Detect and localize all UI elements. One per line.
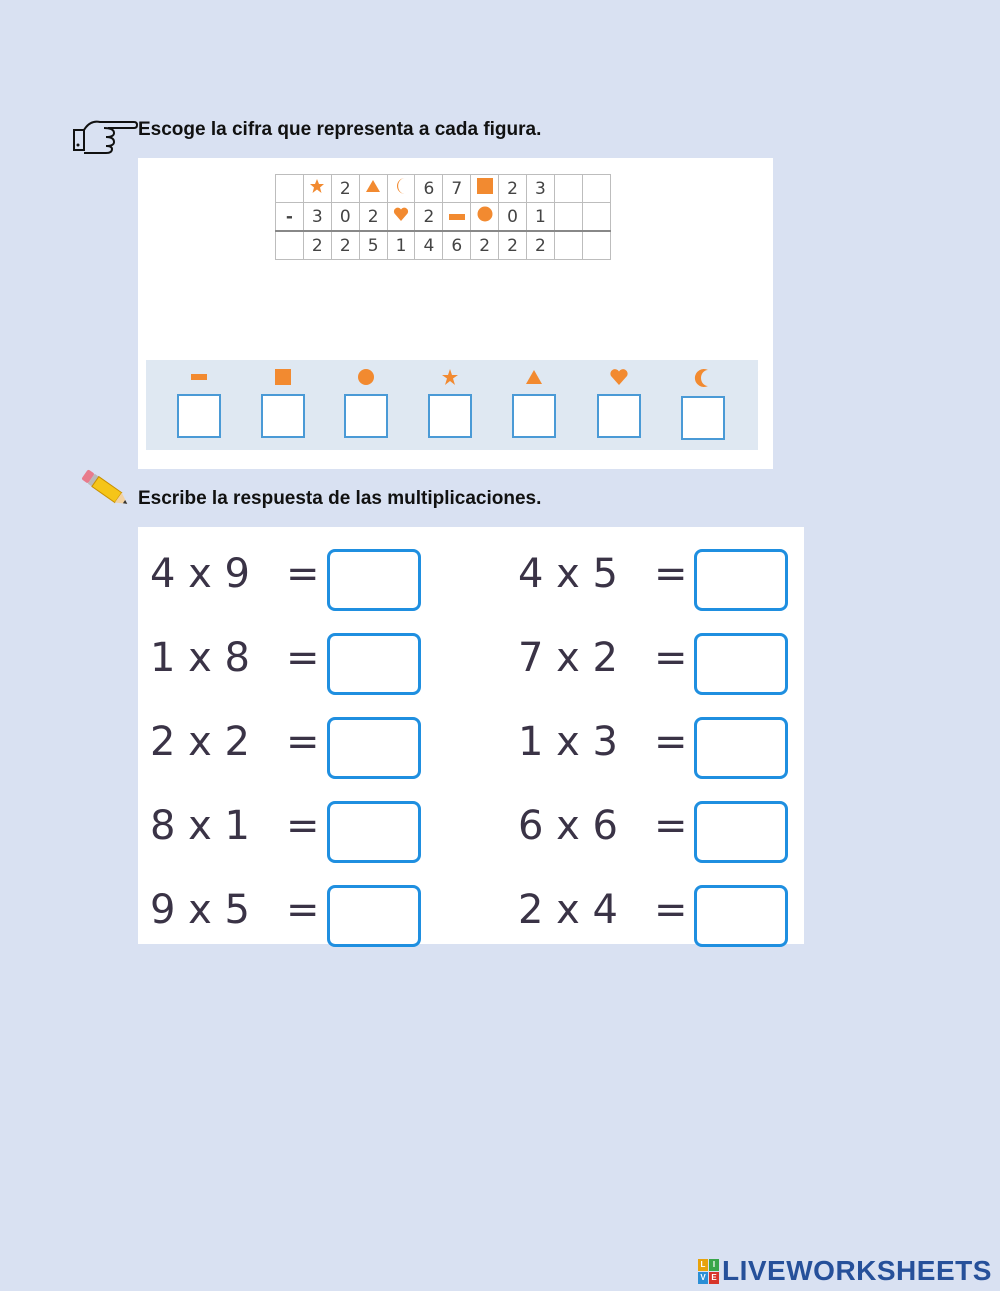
equals-sign: = <box>286 803 320 849</box>
answer-slot-triangle <box>510 368 558 438</box>
answer-box[interactable] <box>694 717 788 779</box>
logo-letter: I <box>709 1259 719 1271</box>
instruction-1: Escoge la cifra que representa a cada figura. <box>138 119 542 140</box>
answer-box[interactable] <box>694 885 788 947</box>
multiplication-panel <box>138 527 804 944</box>
equals-sign: = <box>654 719 688 765</box>
grid-cell: 7 <box>443 175 471 203</box>
equation-text: 9 x 5 <box>150 887 250 933</box>
answer-box[interactable] <box>327 633 421 695</box>
answer-slot-heart <box>595 368 643 438</box>
triangle-icon <box>524 368 544 386</box>
logo-blocks-icon <box>698 1259 719 1284</box>
equation-text: 2 x 2 <box>150 719 250 765</box>
grid-cell <box>276 231 304 260</box>
triangle-shape-cell <box>359 175 387 203</box>
grid-cell: 2 <box>499 175 527 203</box>
square-shape-cell <box>471 175 499 203</box>
liveworksheets-logo <box>698 1257 992 1285</box>
answer-box-triangle[interactable] <box>512 394 556 438</box>
answer-box[interactable] <box>327 717 421 779</box>
grid-cell: 2 <box>331 175 359 203</box>
answer-box-square[interactable] <box>261 394 305 438</box>
grid-cell <box>582 203 610 232</box>
answer-slot-circle <box>342 368 390 438</box>
minus-sign: - <box>276 203 304 232</box>
equation-text: 2 x 4 <box>518 887 618 933</box>
answer-box[interactable] <box>327 885 421 947</box>
grid-cell <box>554 231 582 260</box>
grid-cell: 2 <box>527 231 555 260</box>
cryptarithm-panel <box>138 158 773 469</box>
equals-sign: = <box>286 719 320 765</box>
circle-icon <box>356 368 376 386</box>
moon-icon <box>693 368 713 388</box>
grid-cell <box>554 203 582 232</box>
grid-row-result <box>276 231 611 260</box>
heart-icon <box>609 368 629 386</box>
star-icon <box>309 178 325 194</box>
grid-cell: 4 <box>415 231 443 260</box>
grid-cell: 5 <box>359 231 387 260</box>
grid-cell: 1 <box>387 231 415 260</box>
pencil-icon <box>78 466 134 512</box>
equation-text: 1 x 3 <box>518 719 618 765</box>
grid-cell: 2 <box>303 231 331 260</box>
grid-cell: 2 <box>499 231 527 260</box>
equals-sign: = <box>654 803 688 849</box>
grid-cell: 2 <box>471 231 499 260</box>
equation-text: 4 x 9 <box>150 551 250 597</box>
moon-icon <box>393 176 409 196</box>
grid-cell: 0 <box>499 203 527 232</box>
grid-cell: 2 <box>331 231 359 260</box>
triangle-icon <box>365 178 381 194</box>
grid-cell <box>582 231 610 260</box>
square-icon <box>273 368 293 386</box>
answer-slot-square <box>259 368 307 438</box>
answer-slot-dash <box>175 368 223 438</box>
grid-cell <box>276 175 304 203</box>
grid-cell: 6 <box>443 231 471 260</box>
grid-cell <box>554 175 582 203</box>
logo-letter: E <box>709 1272 719 1284</box>
subtraction-grid <box>275 174 611 260</box>
circle-shape-cell <box>471 203 499 232</box>
pointing-hand-icon <box>70 118 138 154</box>
answer-box-star[interactable] <box>428 394 472 438</box>
equals-sign: = <box>654 887 688 933</box>
equals-sign: = <box>654 551 688 597</box>
answer-box[interactable] <box>694 633 788 695</box>
answer-box[interactable] <box>694 549 788 611</box>
equation-text: 1 x 8 <box>150 635 250 681</box>
heart-icon <box>393 206 409 222</box>
answer-slot-moon <box>679 368 727 440</box>
answer-box-dash[interactable] <box>177 394 221 438</box>
answer-box[interactable] <box>694 801 788 863</box>
answer-box-moon[interactable] <box>681 396 725 440</box>
grid-cell: 3 <box>527 175 555 203</box>
equation-text: 7 x 2 <box>518 635 618 681</box>
equals-sign: = <box>286 551 320 597</box>
grid-row-minuend <box>276 175 611 203</box>
dash-icon <box>189 368 209 386</box>
answer-box-circle[interactable] <box>344 394 388 438</box>
grid-cell: 1 <box>527 203 555 232</box>
grid-cell <box>582 175 610 203</box>
logo-text: LIVEWORKSHEETS <box>722 1255 992 1286</box>
answer-box-heart[interactable] <box>597 394 641 438</box>
logo-letter: L <box>698 1259 708 1271</box>
shape-answer-bar <box>146 360 758 450</box>
grid-cell: 0 <box>331 203 359 232</box>
answer-slot-star <box>426 368 474 438</box>
moon-shape-cell <box>387 175 415 203</box>
equation-text: 4 x 5 <box>518 551 618 597</box>
circle-icon <box>476 205 494 223</box>
logo-letter: V <box>698 1272 708 1284</box>
star-shape-cell <box>303 175 331 203</box>
star-icon <box>440 368 460 386</box>
answer-box[interactable] <box>327 549 421 611</box>
equals-sign: = <box>286 635 320 681</box>
grid-cell: 6 <box>415 175 443 203</box>
instruction-2: Escribe la respuesta de las multiplicaciones. <box>138 488 542 509</box>
dash-shape-cell <box>443 203 471 232</box>
grid-cell: 2 <box>415 203 443 232</box>
dash-icon <box>448 212 466 222</box>
grid-row-subtrahend <box>276 203 611 232</box>
answer-box[interactable] <box>327 801 421 863</box>
equation-text: 6 x 6 <box>518 803 618 849</box>
heart-shape-cell <box>387 203 415 232</box>
grid-cell: 2 <box>359 203 387 232</box>
equals-sign: = <box>286 887 320 933</box>
equals-sign: = <box>654 635 688 681</box>
equation-text: 8 x 1 <box>150 803 250 849</box>
grid-cell: 3 <box>303 203 331 232</box>
square-icon <box>476 177 494 195</box>
